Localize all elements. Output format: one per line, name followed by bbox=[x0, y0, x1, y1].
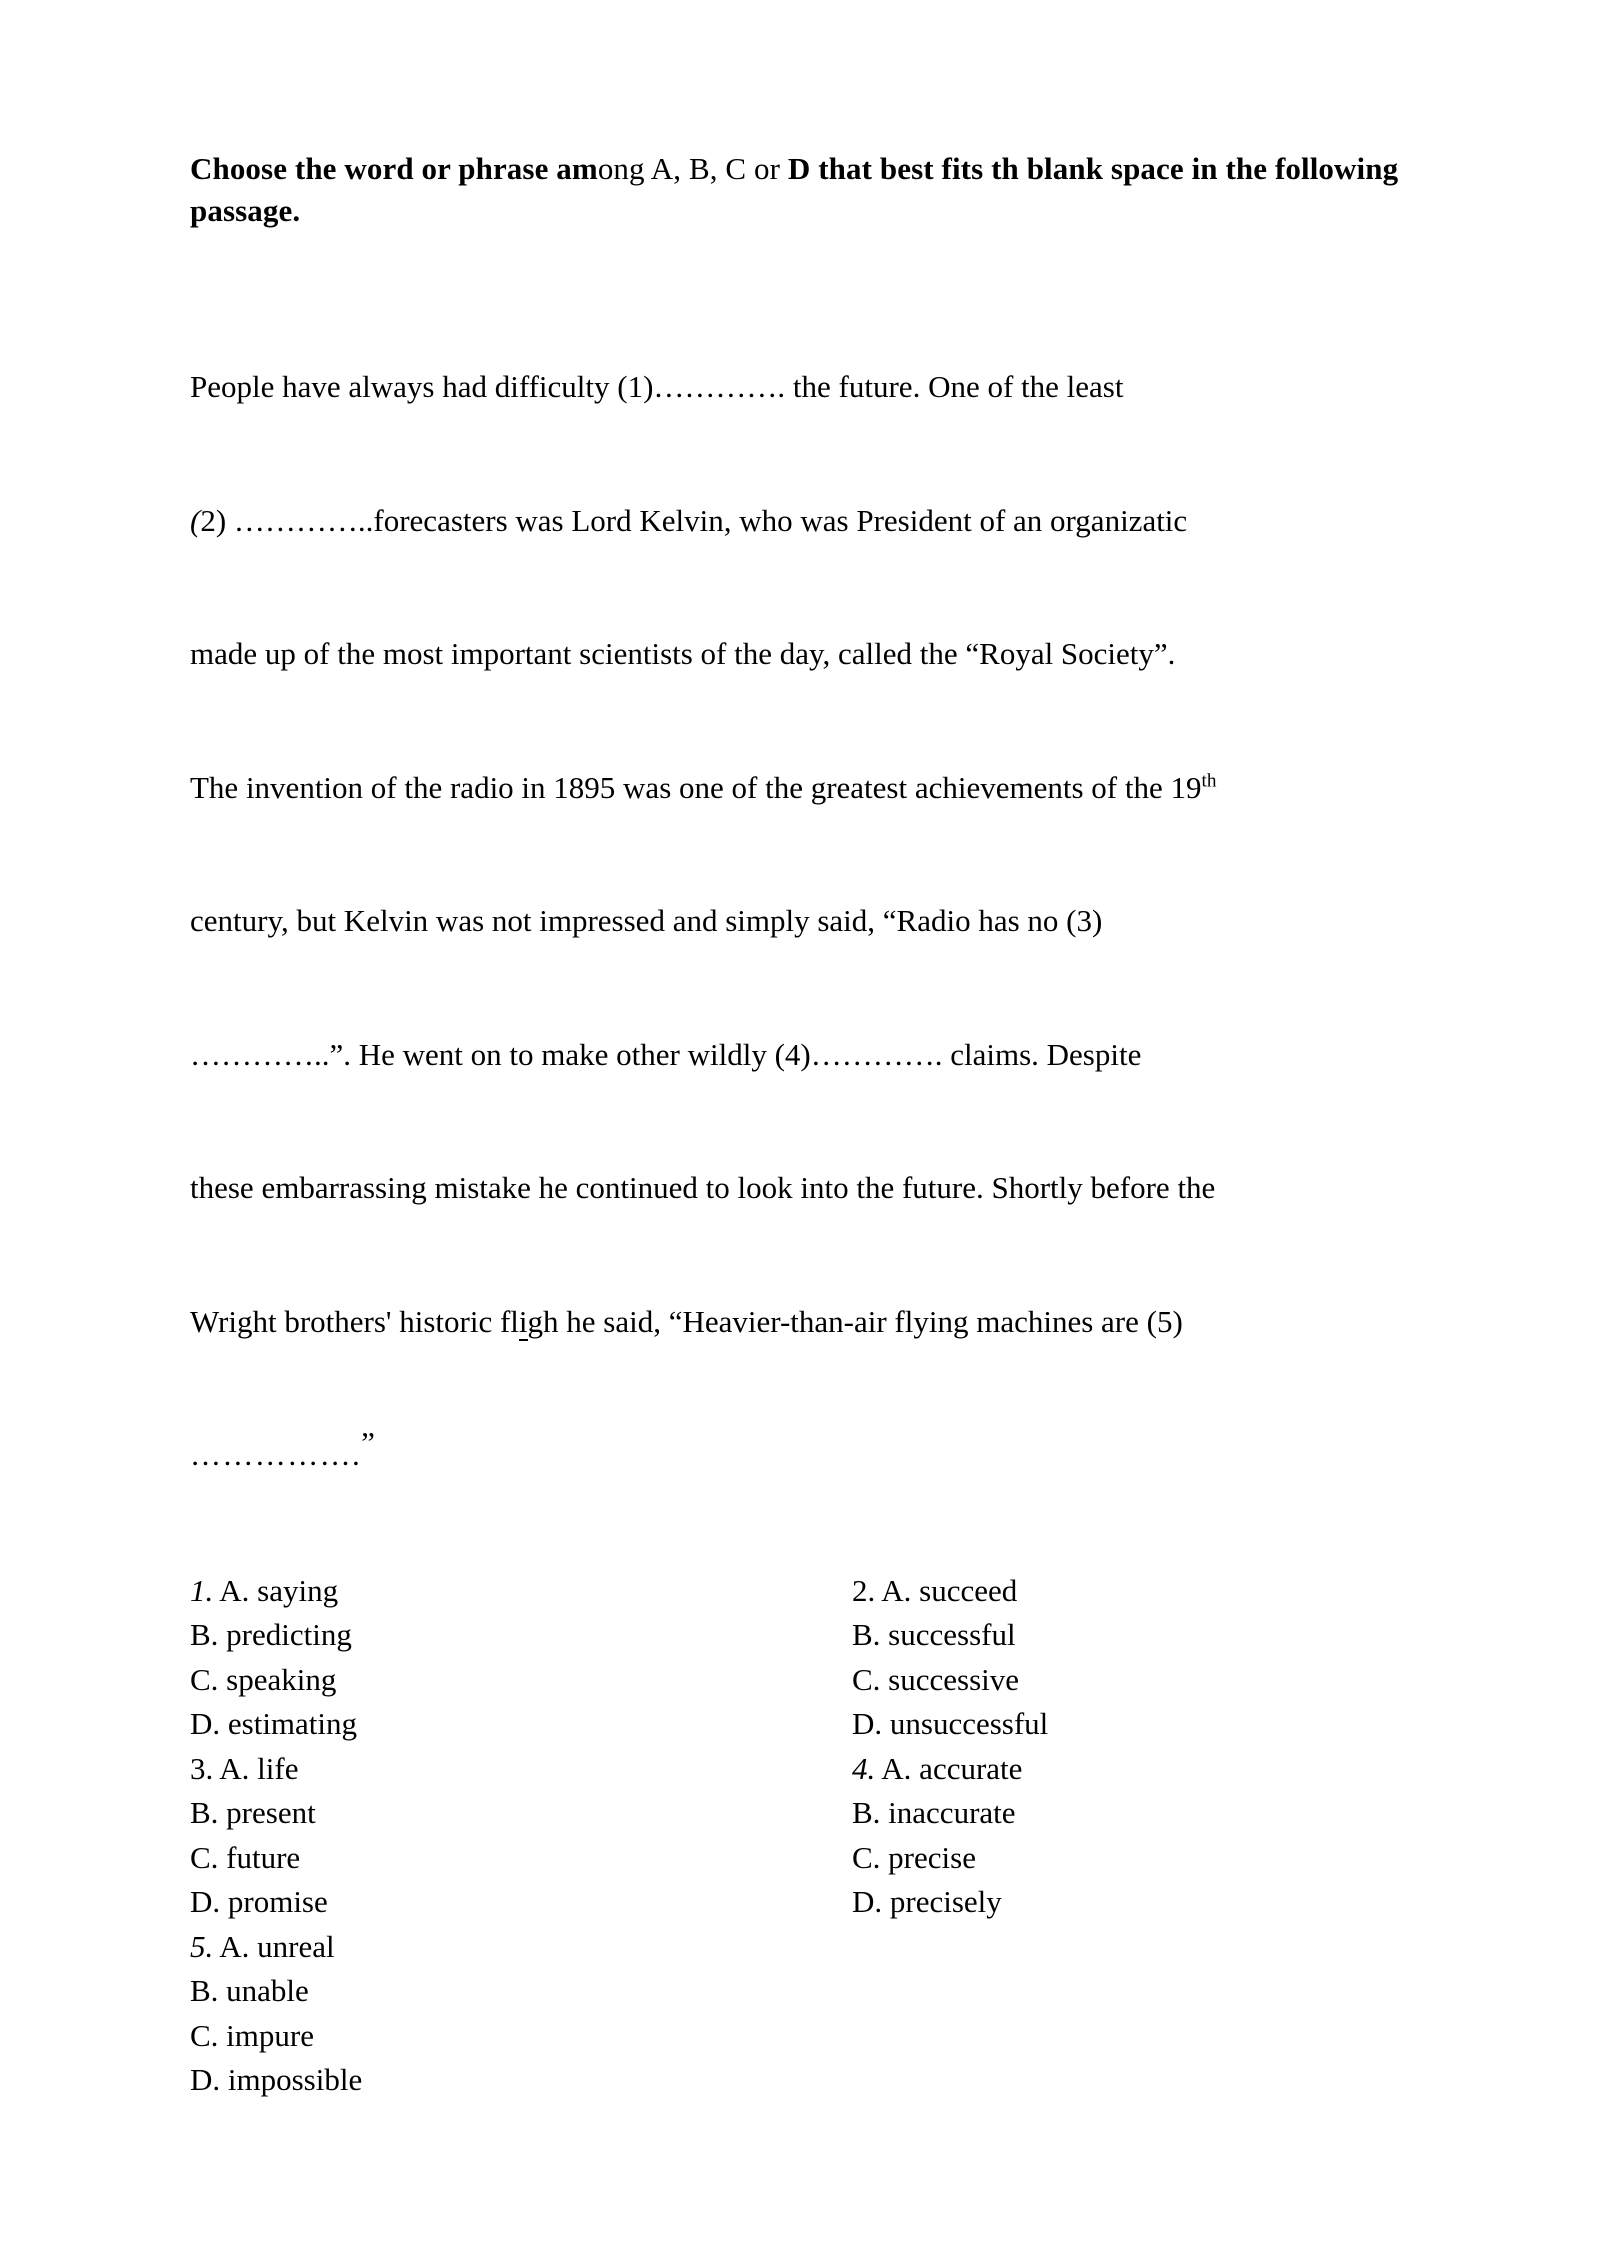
reading-passage bbox=[190, 276, 1480, 1567]
option-row[interactable] bbox=[190, 1702, 790, 1747]
option-row[interactable] bbox=[190, 1969, 790, 2014]
passage-line-8 bbox=[190, 1300, 1480, 1345]
option-label: C. future bbox=[190, 1839, 301, 1875]
passage-line-2 bbox=[190, 499, 1480, 544]
heading-bold-segment-1: Choose the word or phrase am bbox=[190, 151, 598, 186]
instruction-heading bbox=[190, 148, 1480, 232]
option-label: A. life bbox=[219, 1750, 299, 1786]
document-content bbox=[190, 148, 1480, 2103]
option-label: C. precise bbox=[852, 1839, 976, 1875]
option-row[interactable] bbox=[852, 1747, 1452, 1792]
option-label: D. promise bbox=[190, 1884, 328, 1919]
question-number: 4. bbox=[852, 1750, 876, 1786]
question-number: 1. bbox=[190, 1572, 214, 1608]
option-row[interactable] bbox=[190, 1658, 790, 1703]
ordinal-suffix-th: th bbox=[1201, 770, 1217, 792]
question-number: 5. bbox=[190, 1928, 214, 1964]
spellcheck-underline: i bbox=[518, 1303, 528, 1339]
passage-line-9 bbox=[190, 1425, 1480, 1478]
option-label: C. impure bbox=[190, 2017, 314, 2053]
heading-bold-segment-2: D that best fits th blank space in bbox=[787, 151, 1218, 186]
option-row[interactable] bbox=[190, 1613, 790, 1658]
question-number: 2. bbox=[852, 1572, 876, 1608]
option-label: B. successful bbox=[852, 1617, 1016, 1652]
options-column-right bbox=[852, 1569, 1452, 1925]
option-label: D. impossible bbox=[190, 2062, 363, 2097]
passage-line-9-dots: ……………. bbox=[190, 1437, 362, 1472]
option-row[interactable] bbox=[190, 2058, 790, 2103]
option-row[interactable] bbox=[852, 1791, 1452, 1836]
option-row[interactable] bbox=[852, 1569, 1452, 1614]
passage-line-5: century, but Kelvin was not impressed and simply said, “Radio has no (3) bbox=[190, 903, 1103, 938]
closing-quote-mark: ” bbox=[361, 1425, 375, 1460]
option-row[interactable] bbox=[190, 1880, 790, 1925]
question-number: 3. bbox=[190, 1750, 214, 1786]
option-row[interactable] bbox=[852, 1880, 1452, 1925]
option-row[interactable] bbox=[852, 1658, 1452, 1703]
option-label: B. inaccurate bbox=[852, 1795, 1016, 1830]
option-label: D. unsuccessful bbox=[852, 1706, 1049, 1741]
option-row[interactable] bbox=[852, 1702, 1452, 1747]
passage-line-4 bbox=[190, 766, 1480, 811]
option-label: A. accurate bbox=[881, 1750, 1023, 1786]
passage-line-4-text: The invention of the radio in 1895 was one of the greatest achievements of the 19 bbox=[190, 769, 1202, 805]
option-label: C. speaking bbox=[190, 1661, 337, 1697]
passage-line-2-text: 2) …………..forecasters was Lord Kelvin, who was President of an organizatic bbox=[200, 502, 1188, 538]
option-row[interactable] bbox=[190, 1747, 790, 1792]
heading-regular-segment: ong A, B, C or bbox=[597, 151, 788, 186]
passage-line-3: made up of the most important scientists of the day, called the “Royal Society”. bbox=[190, 636, 1176, 671]
passage-line-2-italic-paren: ( bbox=[190, 502, 201, 538]
option-row[interactable] bbox=[190, 1569, 790, 1614]
option-label: B. predicting bbox=[190, 1617, 352, 1652]
option-label: B. unable bbox=[190, 1973, 309, 2008]
option-row[interactable] bbox=[190, 2014, 790, 2059]
option-row[interactable] bbox=[190, 1836, 790, 1881]
option-row[interactable] bbox=[190, 1925, 790, 1970]
option-label: D. precisely bbox=[852, 1884, 1002, 1919]
option-label: B. present bbox=[190, 1795, 316, 1830]
passage-line-6: …………..”. He went on to make other wildly (4)…………. claims. Despite bbox=[190, 1036, 1142, 1072]
passage-line-7: these embarrassing mistake he continued to look into the future. Shortly before the bbox=[190, 1170, 1216, 1205]
option-label: A. unreal bbox=[219, 1928, 335, 1964]
option-label: D. estimating bbox=[190, 1706, 358, 1741]
option-row[interactable] bbox=[852, 1836, 1452, 1881]
answer-options bbox=[190, 1569, 1480, 2103]
option-label: A. succeed bbox=[881, 1572, 1018, 1608]
options-column-left bbox=[190, 1569, 790, 2103]
passage-line-8-text-a: Wright brothers' historic fl bbox=[190, 1303, 519, 1339]
passage-line-8-text-b: gh he said, “Heavier-than-air flying machines are (5) bbox=[527, 1303, 1183, 1339]
option-row[interactable] bbox=[852, 1613, 1452, 1658]
heading-line-2: the following passage. bbox=[190, 151, 1399, 228]
option-label: C. successive bbox=[852, 1661, 1020, 1697]
passage-line-1: People have always had difficulty (1)…………. the future. One of the least bbox=[190, 369, 1124, 404]
option-label: A. saying bbox=[219, 1572, 339, 1608]
option-row[interactable] bbox=[190, 1791, 790, 1836]
